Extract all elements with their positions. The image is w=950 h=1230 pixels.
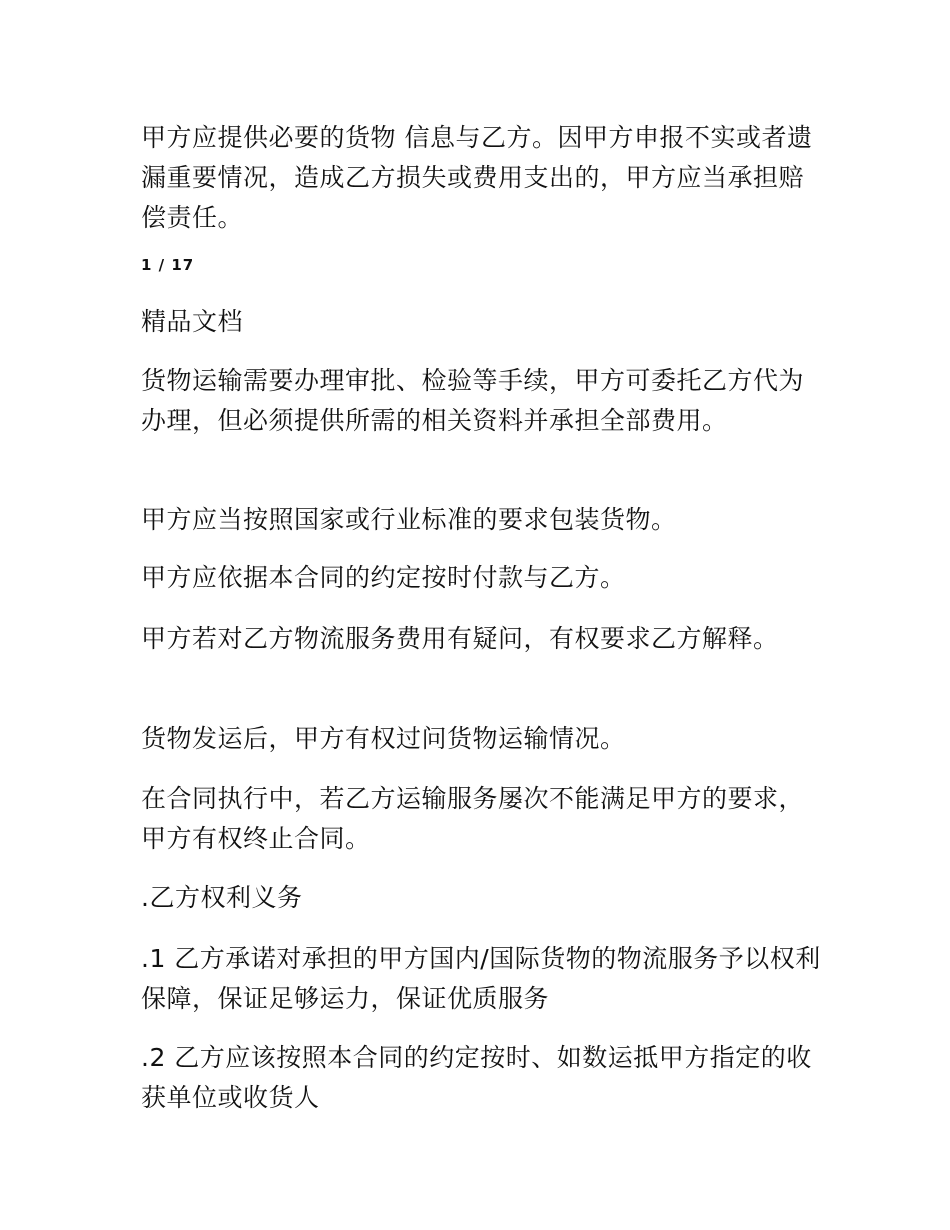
document-header-label: 精品文档 (141, 307, 244, 336)
paragraph-payment: 甲方应依据本合同的约定按时付款与乙方。 (141, 563, 626, 592)
paragraph-termination: 在合同执行中，若乙方运输服务屡次不能满足甲方的要求，甲方有权终止合同。 (141, 784, 805, 853)
clause-2: .2 乙方应该按照本合同的约定按时、如数运抵甲方指定的收获单位或收货人 (141, 1043, 812, 1112)
section-heading-party-b: .乙方权利义务 (141, 883, 303, 912)
paragraph-shipment-inquiry: 货物发运后，甲方有权过问货物运输情况。 (141, 724, 626, 753)
paragraph-fee-questions: 甲方若对乙方物流服务费用有疑问，有权要求乙方解释。 (141, 624, 779, 653)
paragraph-packaging: 甲方应当按照国家或行业标准的要求包装货物。 (141, 505, 677, 534)
page-indicator: 1 / 17 (141, 256, 195, 274)
clause-1: .1 乙方承诺对承担的甲方国内/国际货物的物流服务予以权利保障，保证足够运力，保证优质服务 (141, 944, 821, 1013)
paragraph-approval-procedures: 货物运输需要办理审批、检验等手续，甲方可委托乙方代为办理，但必须提供所需的相关资料并承担全部费用。 (141, 366, 805, 435)
paragraph-shipper-info-duty: 甲方应提供必要的货物 信息与乙方。因甲方申报不实或者遗漏重要情况，造成乙方损失或费用支出的，甲方应当承担赔偿责任。 (141, 123, 813, 232)
